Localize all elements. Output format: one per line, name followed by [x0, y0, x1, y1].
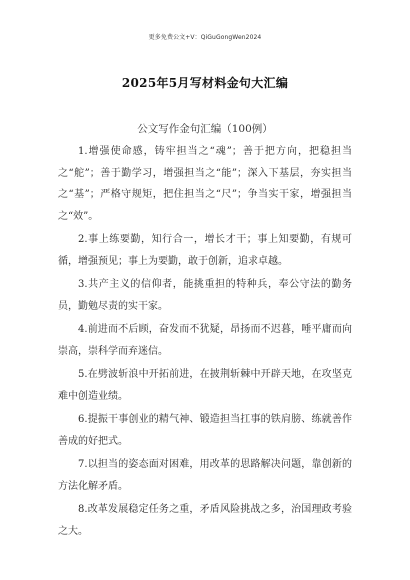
paragraph-1: 1.增强使命感，铸牢担当之“魂”；善于把方向，把稳担当之“舵”；善于勤学习，增强担当之“能”；深入下基层，夯实担当之“基”；严格守规矩，把住担当之“尺”；争当实干家，增强担当之“效”。 [58, 146, 352, 222]
paragraph-4: 4.前进而不后顾，奋发而不犹疑，昂扬而不迟暮，唾平庸而向崇高，崇科学而弃迷信。 [58, 324, 352, 357]
paragraph-5: 5.在劈波斩浪中开拓前进，在披荆斩棘中开辟天地，在攻坚克难中创造业绩。 [58, 369, 352, 402]
document-title: 2025年5月写材料金句大汇编 [121, 76, 289, 90]
paragraph-8: 8.改革发展稳定任务之重，矛盾风险挑战之多，治国理政考验之大。 [58, 504, 352, 537]
paragraph-6: 6.提振干事创业的精气神、锻造担当扛事的铁肩膀、练就善作善成的好把式。 [58, 414, 352, 447]
section-title: 公文写作金句汇编（100例） [137, 123, 273, 135]
paragraph-7: 7.以担当的姿态面对困难，用改革的思路解决问题，靠创新的方法化解矛盾。 [58, 459, 352, 492]
paragraph-2: 2.事上练要勤，知行合一，增长才干；事上知要勤，有规可循，增强预见；事上为要勤，敢于创新，追求卓越。 [58, 234, 352, 267]
document-body [58, 141, 352, 544]
paragraph-3: 3.共产主义的信仰者，能挑重担的特种兵，奉公守法的勤务员，勤勉尽责的实干家。 [58, 279, 352, 312]
header-note: 更多免费公文+V：QiGuGongWen2024 [148, 34, 262, 41]
